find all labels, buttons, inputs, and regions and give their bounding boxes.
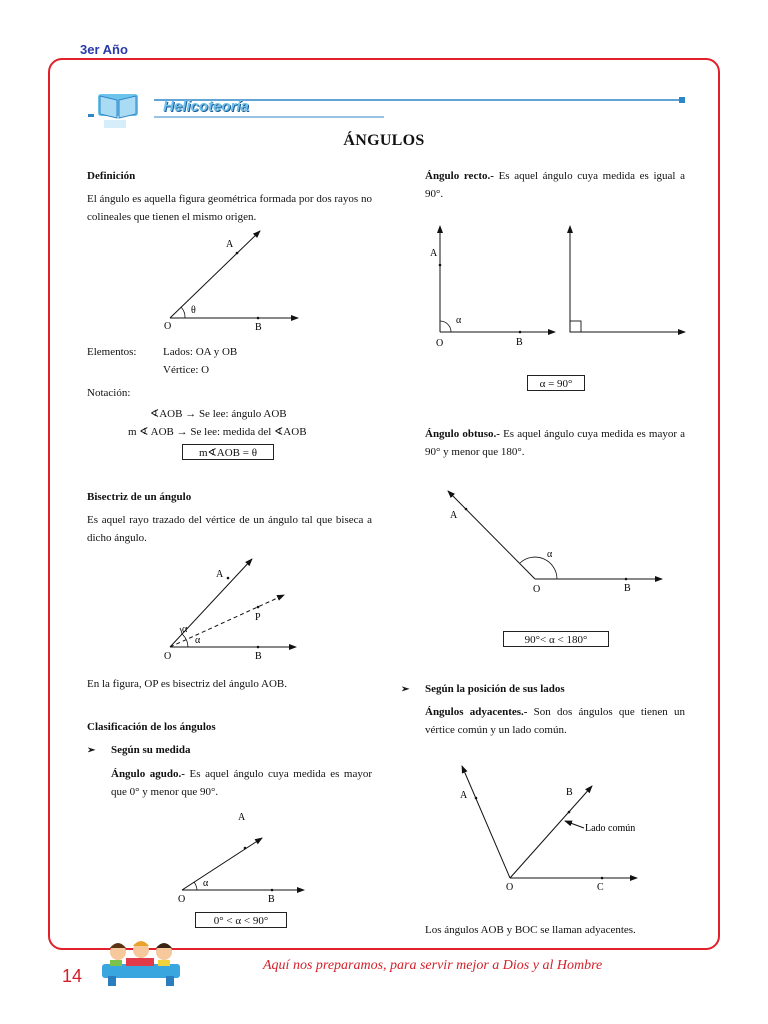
acute-definition	[111, 765, 372, 801]
footer-motto: Aquí nos preparamos, para servir mejor a Dios y al Hombre	[263, 958, 603, 973]
acute-angle-figure	[172, 808, 312, 908]
bisector-note: En la figura, OP es bisectriz del ángulo AOB.	[87, 678, 287, 690]
point-a-label: A	[226, 239, 234, 250]
grade-label: 3er Año	[80, 42, 128, 57]
common-side-label: Lado común	[585, 823, 636, 834]
adjacent-text: Son dos ángulos que tienen un vértice común y un lado común.	[425, 706, 685, 736]
definition-text: El ángulo es aquella figura geométrica formada por dos rayos no colineales que tienen el mismo origen.	[87, 193, 372, 223]
alpha-label: α	[195, 635, 201, 646]
point-a-label: A	[430, 248, 438, 259]
elements-sides: Lados: OA y OB	[163, 346, 238, 358]
vertex-o-label: O	[178, 894, 186, 905]
obtuse-title: Ángulo obtuso.-	[425, 428, 500, 440]
definition-heading: Definición	[87, 170, 136, 182]
acute-title: Ángulo agudo.-	[111, 768, 185, 780]
acute-text: Es aquel ángulo cuya medida es mayor que 0° y menor que 90°.	[111, 768, 373, 798]
angle-figure-definition	[160, 225, 310, 335]
obtuse-text: Es aquel ángulo cuya medida es mayor a 90° y menor que 180°.	[425, 428, 685, 458]
adjacent-definition	[425, 703, 685, 739]
children-reading-illustration	[96, 936, 188, 988]
right-angle-marker-icon	[570, 321, 581, 332]
alpha-label: α	[547, 549, 553, 560]
point-p-label: P	[255, 612, 261, 623]
adjacent-title: Ángulos adyacentes.-	[425, 706, 528, 718]
vertex-o-label: O	[506, 882, 514, 893]
adjacent-angles-figure	[452, 760, 652, 895]
theta-label: θ	[191, 305, 196, 316]
point-b-label: B	[566, 787, 573, 798]
page-title: ÁNGULOS	[343, 132, 425, 149]
point-b-label: B	[516, 337, 523, 348]
obtuse-angle-figure	[440, 485, 670, 597]
point-a-label: A	[460, 790, 468, 801]
elements-vertex: Vértice: O	[163, 364, 210, 376]
point-a-label: A	[450, 510, 458, 521]
vertex-o-label: O	[436, 338, 444, 349]
right-angle-title: Ángulo recto.-	[425, 170, 494, 182]
notation-line-2: m ∢ AOB → Se lee: medida del ∢AOB	[128, 426, 307, 438]
obtuse-definition	[425, 425, 685, 461]
page-number: 14	[62, 966, 83, 986]
right-angle-definition	[425, 167, 685, 203]
point-a-label: A	[238, 812, 246, 823]
point-b-label: B	[255, 651, 262, 662]
alpha-label: α	[203, 878, 209, 889]
elements-label: Elementos:	[87, 346, 137, 358]
classification-heading: Clasificación de los ángulos	[87, 721, 216, 733]
right-angle-text: Es aquel ángulo cuya medida es igual a 90°.	[425, 170, 685, 200]
pointer-arrow-icon	[565, 821, 584, 828]
by-position-heading: ➢ Según la posición de sus lados	[401, 680, 565, 699]
point-b-label: B	[268, 894, 275, 905]
right-angle-figures	[425, 222, 695, 350]
book-icon	[88, 94, 138, 128]
acute-range-box: 0° < α < 90°	[195, 912, 287, 928]
adjacent-note: Los ángulos AOB y BOC se llaman adyacentes.	[425, 924, 636, 936]
vertex-o-label: O	[164, 321, 172, 332]
bisector-text: Es aquel rayo trazado del vértice de un ángulo tal que biseca a dicho ángulo.	[87, 514, 372, 544]
vertex-o-label: O	[533, 584, 541, 595]
point-b-label: B	[255, 322, 262, 333]
bisector-heading: Bisectriz de un ángulo	[87, 491, 192, 503]
section-title: Helicoteoría	[163, 98, 249, 115]
notation-formula-box: m∢AOB = θ	[182, 444, 274, 460]
bisector-figure	[160, 555, 310, 663]
point-c-label: C	[597, 882, 604, 893]
right-angle-box: α = 90°	[527, 375, 585, 391]
point-b-label: B	[624, 583, 631, 594]
point-a-label: A	[216, 569, 224, 580]
notation-label: Notación:	[87, 387, 131, 399]
alpha-label: α	[456, 315, 462, 326]
obtuse-range-box: 90°< α < 180°	[503, 631, 609, 647]
alpha-label: α	[182, 624, 188, 635]
vertex-o-label: O	[164, 651, 172, 662]
by-measure-heading: ➢ Según su medida	[87, 741, 190, 760]
notation-line-1: ∢AOB → Se lee: ángulo AOB	[150, 408, 287, 420]
